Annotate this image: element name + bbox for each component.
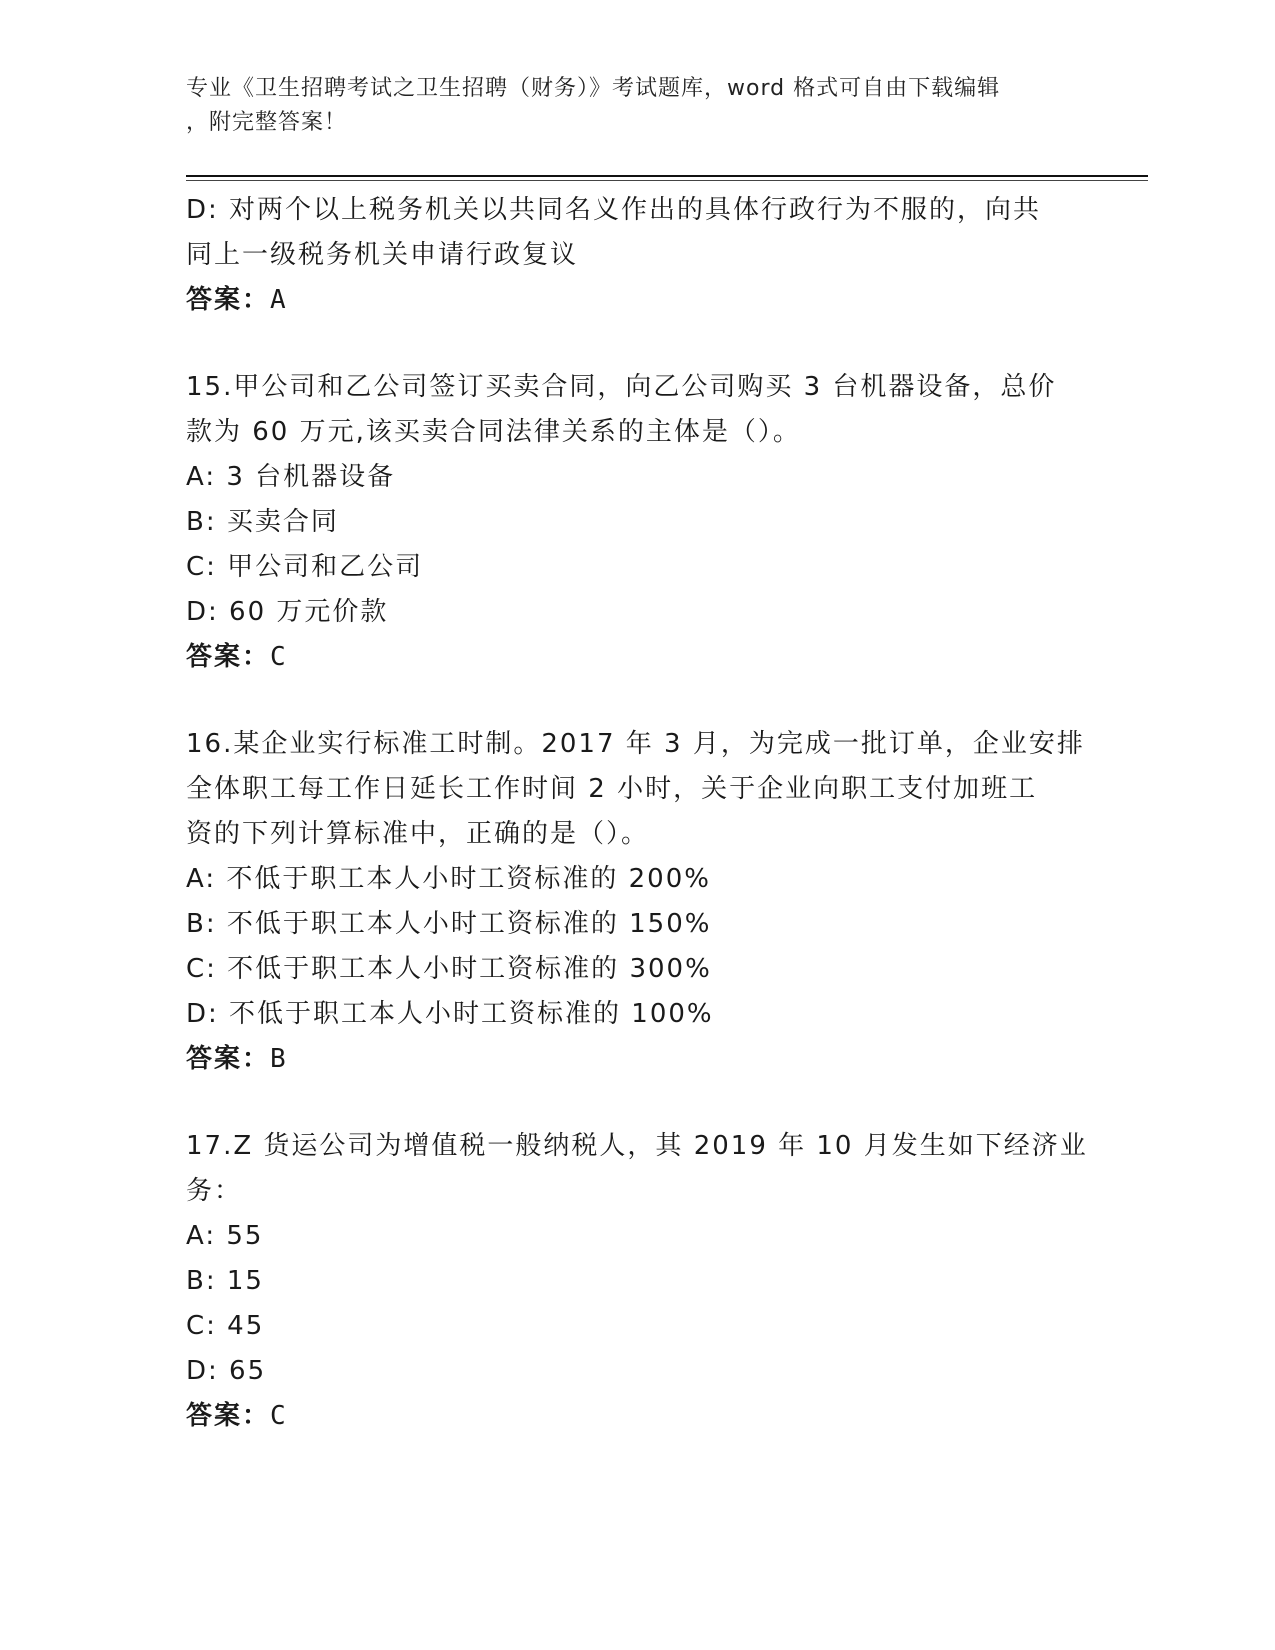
option-c: C: 不低于职工本人小时工资标准的 300% [186, 954, 712, 984]
question-carryover [186, 188, 1086, 323]
option-c: C: 45 [186, 1311, 265, 1341]
header-line-1: 专业《卫生招聘考试之卫生招聘（财务）》考试题库，word 格式可自由下载编辑 [186, 76, 1001, 101]
header-divider [186, 175, 1148, 181]
option-b: B: 不低于职工本人小时工资标准的 150% [186, 909, 712, 939]
answer-line [186, 1037, 1086, 1082]
divider-thick [186, 175, 1148, 177]
option-d-continued: 同上一级税务机关申请行政复议 [186, 240, 579, 270]
answer-value: C [270, 1401, 288, 1431]
question-stem: 17.Z 货运公司为增值税一般纳税人，其 2019 年 10 月发生如下经济业 [186, 1131, 1088, 1161]
divider-thin [186, 180, 1148, 181]
question-17 [186, 1124, 1086, 1439]
option-d: D: 不低于职工本人小时工资标准的 100% [186, 999, 714, 1029]
option-b: B: 15 [186, 1266, 264, 1296]
question-stem: 16.某企业实行标准工时制。2017 年 3 月，为完成一批订单，企业安排 [186, 729, 1085, 759]
option-a: A: 不低于职工本人小时工资标准的 200% [186, 864, 711, 894]
question-stem: 款为 60 万元,该买卖合同法律关系的主体是（）。 [186, 417, 801, 447]
question-content [186, 188, 1086, 1439]
answer-line [186, 1394, 1086, 1439]
option-d: D: 对两个以上税务机关以共同名义作出的具体行政行为不服的，向共 [186, 195, 1042, 225]
option-d: D: 60 万元价款 [186, 597, 389, 627]
question-stem: 资的下列计算标准中，正确的是（）。 [186, 819, 650, 849]
option-d: D: 65 [186, 1356, 267, 1386]
answer-label: 答案： [186, 1401, 271, 1431]
answer-label: 答案： [186, 642, 271, 672]
option-a: A: 3 台机器设备 [186, 462, 396, 492]
option-c: C: 甲公司和乙公司 [186, 552, 424, 582]
question-stem: 务： [186, 1176, 243, 1206]
answer-value: A [270, 285, 288, 315]
option-a: A: 55 [186, 1221, 264, 1251]
answer-line [186, 278, 1086, 323]
question-15 [186, 365, 1086, 680]
question-stem: 全体职工每工作日延长工作时间 2 小时，关于企业向职工支付加班工 [186, 774, 1038, 804]
answer-line [186, 635, 1086, 680]
question-16 [186, 722, 1086, 1082]
option-b: B: 买卖合同 [186, 507, 339, 537]
answer-value: B [270, 1044, 288, 1074]
answer-label: 答案： [186, 285, 271, 315]
question-stem: 15.甲公司和乙公司签订买卖合同，向乙公司购买 3 台机器设备，总价 [186, 372, 1057, 402]
document-header [186, 72, 1066, 140]
answer-value: C [270, 642, 288, 672]
header-line-2: ，附完整答案！ [186, 110, 348, 135]
answer-label: 答案： [186, 1044, 271, 1074]
